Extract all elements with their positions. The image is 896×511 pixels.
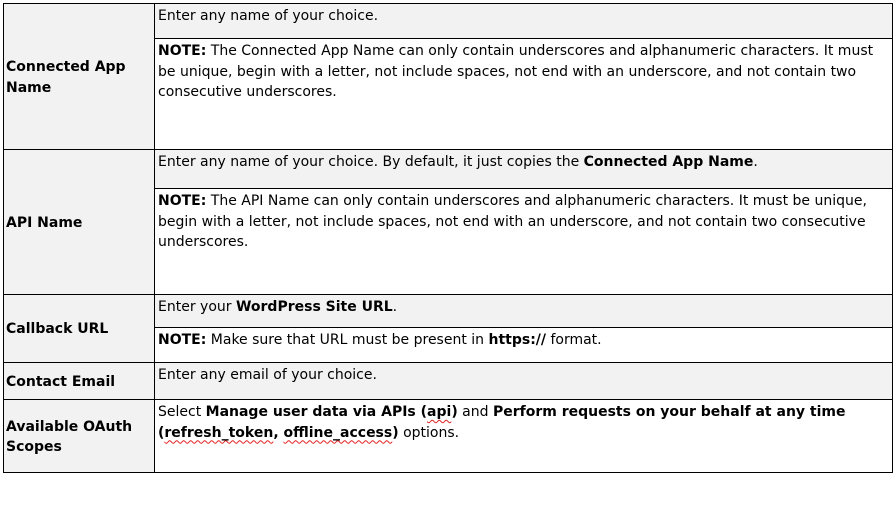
- row-label-callback-url: Callback URL: [4, 295, 155, 363]
- row-label-connected-app-name: Connected App Name: [4, 4, 155, 150]
- note-emphasis: https://: [488, 332, 547, 348]
- spellcheck-underline: refresh_token: [164, 424, 274, 441]
- settings-table-document: [3, 3, 893, 508]
- note-label: NOTE:: [158, 193, 207, 209]
- table-row: [4, 295, 893, 328]
- instruction-text: and: [457, 404, 493, 420]
- table-row: [4, 400, 893, 473]
- scope-manage-user-data: Manage user data via APIs (api): [205, 404, 458, 420]
- instruction-text-end: options.: [398, 424, 460, 441]
- note-text-end: format.: [546, 332, 602, 348]
- row-label-api-name: API Name: [4, 150, 155, 295]
- connected-app-instruction: Enter any name of your choice.: [155, 4, 893, 39]
- oauth-scopes-instruction: [155, 400, 893, 473]
- spellcheck-underline: offline_access: [283, 424, 393, 441]
- instruction-text: Enter any name of your choice. By default, it just copies the: [158, 154, 584, 170]
- scope-perform-requests: Perform requests on your behalf at any time (refresh_token, offline_access): [158, 404, 846, 441]
- callback-url-note: [155, 328, 893, 363]
- instruction-text: Enter your: [158, 299, 236, 315]
- table-row: [4, 363, 893, 400]
- table-row: [4, 4, 893, 39]
- row-label-contact-email: Contact Email: [4, 363, 155, 400]
- instruction-text-end: .: [753, 154, 758, 170]
- spellcheck-underline: api: [427, 404, 452, 420]
- contact-email-instruction: Enter any email of your choice.: [155, 363, 893, 400]
- api-name-instruction: [155, 150, 893, 189]
- table-row: [4, 150, 893, 189]
- note-label: NOTE:: [158, 332, 207, 348]
- instruction-text: Select: [158, 404, 206, 420]
- callback-url-instruction: [155, 295, 893, 328]
- row-label-oauth-scopes: Available OAuth Scopes: [4, 400, 155, 473]
- note-text: The Connected App Name can only contain underscores and alphanumeric characters. It must be unique, begin with a letter, not include spaces, not end with an underscore, and not contain two consecutive underscores.: [158, 43, 874, 100]
- note-label: NOTE:: [158, 43, 207, 59]
- instruction-text-end: .: [392, 299, 398, 315]
- api-name-note: [155, 189, 893, 295]
- instruction-emphasis: WordPress Site URL: [235, 299, 393, 315]
- instruction-emphasis: Connected App Name: [583, 154, 754, 170]
- note-text: Make sure that URL must be present in: [206, 332, 489, 348]
- connected-app-settings-table: [3, 3, 893, 473]
- connected-app-note: [155, 39, 893, 150]
- note-text: The API Name can only contain underscores and alphanumeric characters. It must be unique, begin with a letter, not include spaces, not end with an underscore, and not contain two consecutive underscores.: [158, 193, 867, 250]
